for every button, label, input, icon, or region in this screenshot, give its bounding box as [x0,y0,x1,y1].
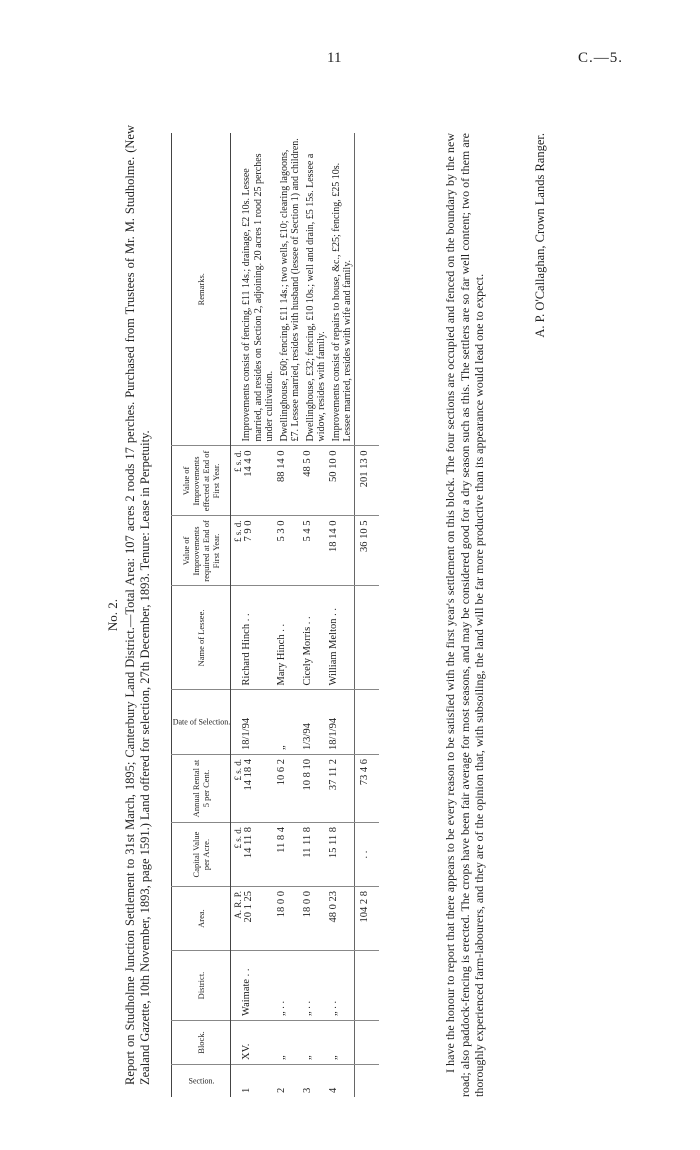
col-header-lessee: Name of Lessee. [172,586,231,690]
rotated-page-content [105,105,665,1125]
report-heading: No. 2. [105,598,120,632]
cell-remarks: Dwellinghouse, £32; fencing, £10 10s.; well and drain, £5 15s. Lessee a widow, resides with family. [304,153,327,442]
cell-capital: 11 11 8 [302,823,328,887]
cell-effected: £ s. d. 14 4 0 [231,446,276,516]
col-header-district: District. [172,951,231,1021]
rental-units: £ s. d. [233,759,243,781]
cell-rental: 10 8 10 [302,755,328,823]
cell-lessee: William Melton . . [328,586,355,690]
cell-effected: 88 14 0 [276,446,302,516]
cell-area: A. R. P. 20 1 25 [231,887,276,951]
cell-capital: £ s. d. 14 11 8 [231,823,276,887]
cell-date: 18/1/94 [328,690,355,755]
cell-capital: 11 8 4 [276,823,302,887]
cell-area: 18 0 0 [276,887,302,951]
cell-required: 5 4 5 [302,516,328,586]
page-number: 11 [327,50,342,66]
table-header-row [172,133,231,1097]
total-effected: 201 13 0 [354,446,379,516]
cell-block: „ [328,1021,355,1065]
cell-block: XV. [231,1021,276,1065]
col-header-remarks: Remarks. [172,133,231,446]
capital-units: £ s. d. [233,827,243,849]
required-units: £ s. d. [233,520,243,542]
cell-district: Waimate . . [231,951,276,1021]
cell-effected: 50 10 0 [328,446,355,516]
table-totals-row [354,133,379,1097]
cell-area: 48 0 23 [328,887,355,951]
effected-units: £ s. d. [233,450,243,472]
cell-lessee: Richard Hinch . . [231,586,276,690]
cell-rental: 10 6 2 [276,755,302,823]
cell-block: „ [302,1021,328,1065]
settlement-table [171,133,379,1097]
cell-effected: 48 5 0 [302,446,328,516]
cell-lessee: Mary Hinch . . [276,586,302,690]
cell-required: £ s. d. 7 9 0 [231,516,276,586]
document-reference: C.—5. [578,50,624,66]
table-row-2 [276,133,302,1097]
cell-district: „ . . [302,951,328,1021]
table-row-1 [231,133,276,1097]
cell-block: „ [276,1021,302,1065]
col-header-improvements-effected: Value of Improvements effected at End of First Year. [172,446,231,516]
cell-area: 18 0 0 [302,887,328,951]
cell-rental: £ s. d. 14 18 4 [231,755,276,823]
cell-required: 5 3 0 [276,516,302,586]
cell-capital: 15 11 8 [328,823,355,887]
cell-district: „ . . [328,951,355,1021]
area-units: A. R. P. [233,891,243,919]
cell-required: 18 14 0 [328,516,355,586]
cell-rental: 37 11 2 [328,755,355,823]
col-header-area: Area. [172,887,231,951]
total-rental: 73 4 6 [354,755,379,823]
table-row-3 [302,133,328,1097]
cell-remarks: Improvements consist of repairs to house, &c., £25; fencing, £25 10s. Lessee married, resides with wife and family. [330,162,353,442]
closing-paragraph: I have the honour to report that there appears to be every reason to be satisfied with the first year's settlement on this block. The four sections are occupied and fenced on the boundary by the new road; also paddock-fencing is erected. The crops have been fair average for most seasons, and may be considered good for a dry season such as this. The settlers are so far well content; two of them are thoroughly experienced farm-labourers, and they are of the opinion that, with subsoiling, the land will be far more productive than its appearance would lead one to expect. [443,133,486,1097]
table-row-4 [328,133,355,1097]
total-required: 36 10 5 [354,516,379,586]
signature: A. P. O'Callaghan, Crown Lands Ranger. [533,133,547,338]
col-header-annual-rental: Annual Rental at 5 per Cent. [172,755,231,823]
col-header-capital-value: Capital Value per Acre. [172,823,231,887]
col-header-section: Section. [172,1065,231,1098]
total-capital: . . [354,823,379,887]
col-header-improvements-required: Value of Improvements required at End of First Year. [172,516,231,586]
cell-remarks: Improvements consist of fencing, £11 14s.; drainage, £2 10s. Lessee married, and resides on Section 2, adjoining. 20 acres 1 rood 25 perches under cultivation. [241,153,275,442]
col-header-date-of-selection: Date of Selection. [172,690,231,755]
cell-date: „ [276,690,302,755]
cell-section: 4 [328,1065,355,1098]
cell-section: 2 [276,1065,302,1098]
report-title: Report on Studholme Junction Settlement to 31st March, 1895; Canterbury Land District.—Total Area: 107 acres 2 roods 17 perches. Purchased from Trustees of Mr. M. Studholme. (New Zealand Gazette, 10th November, 1893, page 1591.) Land offered for selection, 27th December, 1893. Tenure: Lease in Perpetuity. [123,125,152,1085]
cell-date: 18/1/94 [231,690,276,755]
total-area: 104 2 8 [354,887,379,951]
cell-section: 3 [302,1065,328,1098]
cell-lessee: Cicely Morris . . [302,586,328,690]
cell-date: 1/3/94 [302,690,328,755]
cell-remarks: Dwellinghouse, £60; fencing, £11 14s.; two wells, £10; clearing lagoons, £7. Lessee married, resides with husband (lessee of Section 1) and children. [278,138,301,442]
cell-district: „ . . [276,951,302,1021]
cell-section: 1 [231,1065,276,1098]
col-header-block: Block. [172,1021,231,1065]
